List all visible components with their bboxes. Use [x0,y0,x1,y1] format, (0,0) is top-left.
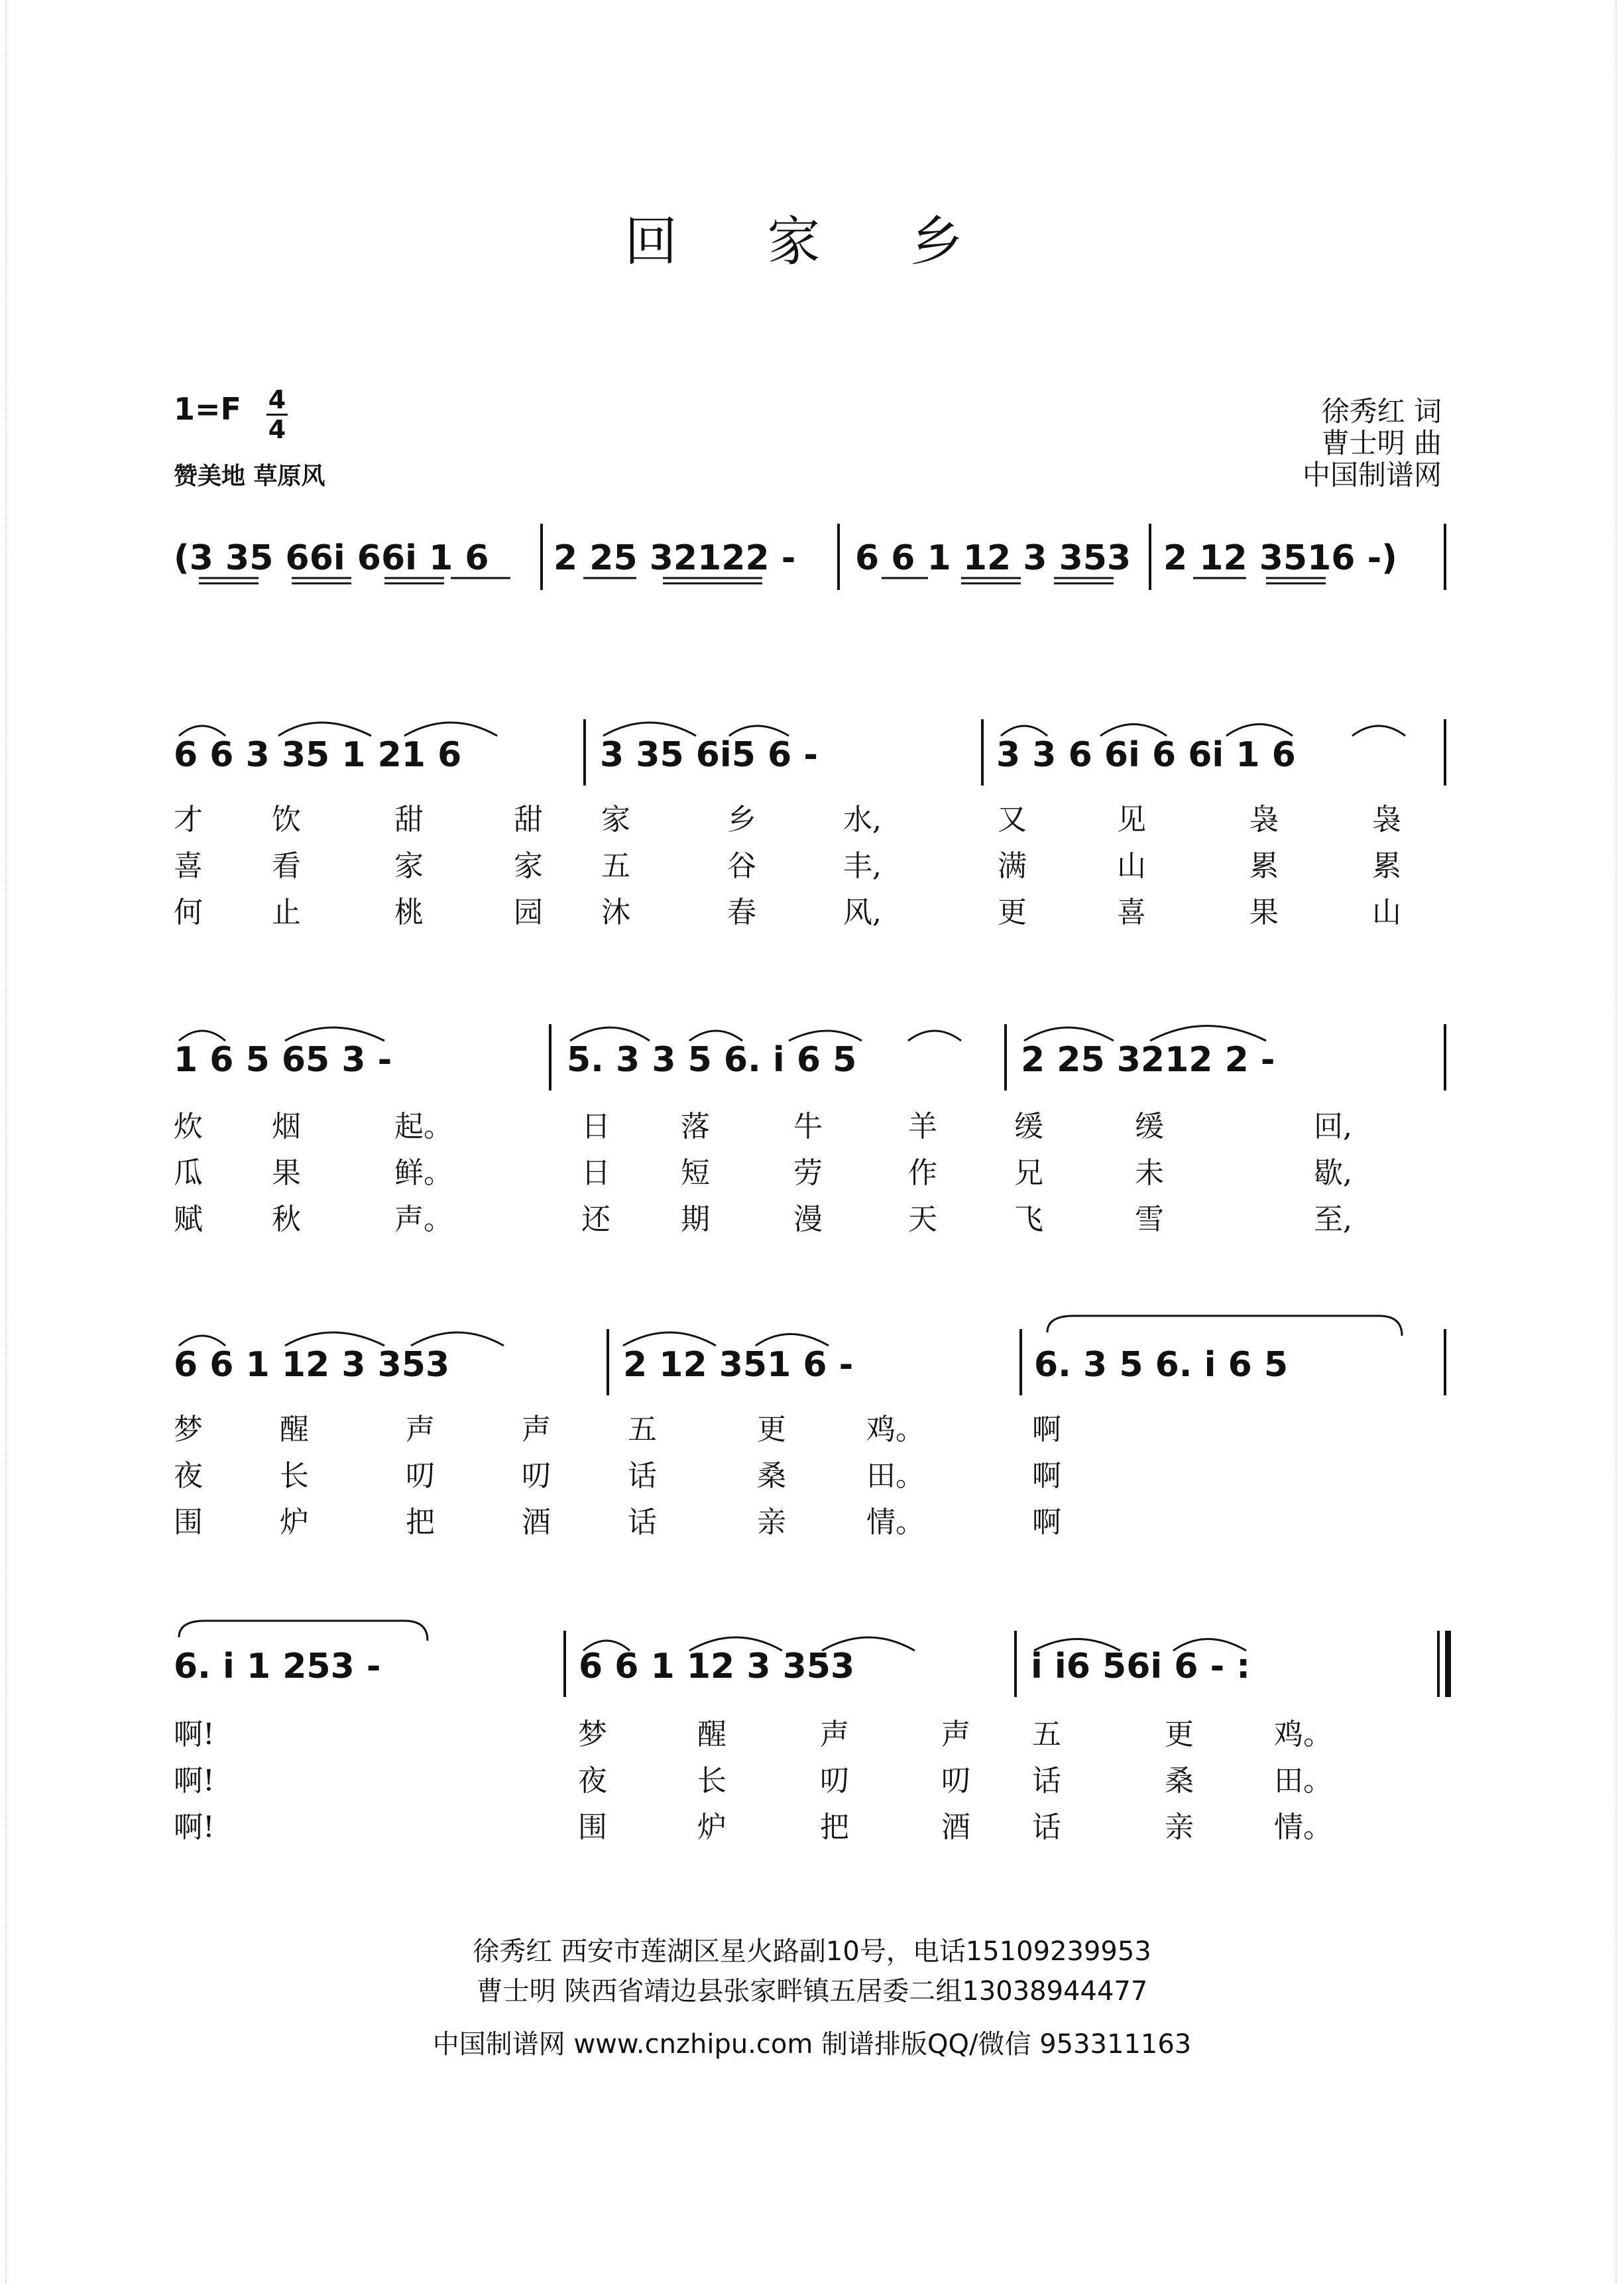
song-title: 回 家 乡 [624,211,1000,272]
intro-measure-4: 2 12 3516 -) [1163,538,1397,578]
lyric-char: 看 [272,849,301,883]
lyric-char: 雪 [1135,1202,1164,1236]
key-signature: 1=F [174,391,241,427]
lyric-char: 秋 [272,1202,301,1236]
lyric-char: 至, [1314,1202,1352,1236]
lyric-char: 叨 [941,1764,970,1798]
lyric-char: 家 [514,849,543,883]
lyric-char: 话 [1032,1810,1061,1844]
lyric-char: 满 [998,849,1027,883]
lyric-char: 声。 [394,1202,453,1236]
s1-measure-3: 3 3 6 6i 6 6i 1 6 [996,735,1296,775]
lyric-char: 作 [908,1156,937,1190]
lyric-char: 回, [1314,1110,1352,1143]
lyric-char: 鸡。 [1274,1718,1332,1751]
lyric-char: 亲 [1165,1810,1194,1844]
lyric-char: 夜 [578,1764,607,1798]
footer-publisher: 中国制谱网 www.cnzhipu.com 制谱排版QQ/微信 953311163 [432,2029,1192,2060]
lyric-char: 更 [998,896,1027,929]
s4-measure-2: 6 6 1 12 3 353 [579,1647,855,1686]
lyric-char: 把 [406,1505,435,1539]
lyric-char: 声 [406,1413,435,1446]
lyric-char: 啊 [1032,1459,1061,1493]
lyric-char: 叨 [522,1459,551,1493]
lyric-char: 五 [1032,1718,1061,1751]
lyric-char: 更 [1165,1718,1194,1751]
lyric-char: 亲 [757,1505,786,1539]
lyric-char: 啊 [1032,1413,1061,1446]
lyric-char: 赋 [174,1202,203,1236]
lyric-char: 炊 [174,1110,203,1143]
lyric-char: 叨 [406,1459,435,1493]
lyric-char: 才 [174,803,203,837]
lyric-char: 梦 [578,1718,607,1751]
lyric-char: 山 [1117,849,1146,883]
lyricist-credit: 徐秀红 词 [1321,395,1442,428]
lyric-char: 叨 [820,1764,849,1798]
intro-measure-2: 2 25 32122 - [553,538,796,578]
lyric-char: 起。 [394,1110,453,1143]
s4-measure-1: 6. i 1 253 - [174,1647,381,1686]
lyric-char: 缓 [1135,1110,1164,1143]
lyric-char: 话 [628,1505,657,1539]
lyric-char: 饮 [272,803,301,837]
lyric-char: 短 [681,1156,710,1190]
lyric-char: 家 [601,803,630,837]
intro-measure-1: (3 35 66i 66i 1 6 [174,538,489,578]
lyric-char: 兄 [1014,1156,1043,1190]
s4-measure-3: i i6 56i 6 - : [1031,1647,1251,1686]
lyric-char: 水, [843,803,882,837]
lyric-char: 沐 [601,896,630,929]
lyric-char: 桑 [757,1459,786,1493]
composer-credit: 曹士明 曲 [1321,427,1442,459]
lyric-char: 田。 [1274,1764,1332,1798]
lyric-char: 声 [941,1718,970,1751]
style-marking: 赞美地 草原风 [174,463,325,490]
lyric-char: 未 [1135,1156,1164,1190]
lyric-char: 田。 [866,1459,925,1493]
s3-measure-1: 6 6 1 12 3 353 [174,1345,450,1385]
lyric-char: 牛 [793,1110,823,1143]
lyric-char: 喜 [174,849,203,883]
lyric-char: 桃 [394,896,424,929]
lyric-char: 期 [681,1202,710,1236]
lyric-char: 风, [843,896,882,929]
lyric-char: 情。 [1274,1810,1332,1844]
lyric-char: 还 [581,1202,610,1236]
lyric-char: 日 [581,1156,610,1190]
lyric-char: 甜 [514,803,543,837]
lyric-char: 落 [681,1110,710,1143]
s3-measure-3: 6. 3 5 6. i 6 5 [1034,1345,1289,1385]
lyric-char: 谷 [727,849,756,883]
lyric-char: 鸡。 [866,1413,925,1446]
lyric-char: 袅 [1372,803,1401,837]
lyric-char: 啊! [174,1718,215,1751]
lyric-char: 何 [174,896,203,929]
lyric-char: 啊! [174,1810,215,1844]
lyric-char: 缓 [1014,1110,1043,1143]
s2-measure-1: 1 6 5 65 3 - [174,1040,392,1080]
lyric-char: 炉 [697,1810,726,1844]
intro-measure-3: 6 6 1 12 3 353 [855,538,1131,578]
lyric-char: 啊! [174,1764,215,1798]
lyric-char: 长 [697,1764,726,1798]
lyric-char: 酒 [941,1810,970,1844]
lyric-char: 梦 [174,1413,203,1446]
lyric-char: 家 [394,849,424,883]
lyric-char: 情。 [866,1505,925,1539]
time-signature-bottom: 4 [268,415,286,444]
lyric-char: 醒 [280,1413,309,1446]
lyric-char: 五 [628,1413,657,1446]
lyric-char: 又 [998,803,1027,837]
footer-composer-contact: 曹士明 陕西省靖边县张家畔镇五居委二组13038944477 [476,1976,1148,2007]
publisher-credit: 中国制谱网 [1302,459,1442,491]
lyric-char: 果 [1249,896,1279,929]
lyric-char: 鲜。 [394,1156,453,1190]
lyric-char: 更 [757,1413,786,1446]
lyric-char: 累 [1372,849,1401,883]
lyric-char: 声 [522,1413,551,1446]
lyric-char: 天 [908,1202,937,1236]
footer-lyricist-contact: 徐秀红 西安市莲湖区星火路副10号，电话15109239953 [473,1936,1151,1967]
lyric-char: 围 [174,1505,203,1539]
lyric-char: 累 [1249,849,1279,883]
lyric-char: 把 [820,1810,849,1844]
lyric-char: 歇, [1314,1156,1352,1190]
lyric-char: 见 [1117,803,1146,837]
lyric-char: 话 [628,1459,657,1493]
lyric-char: 酒 [522,1505,551,1539]
lyric-char: 醒 [697,1718,726,1751]
lyric-char: 甜 [394,803,424,837]
lyric-char: 喜 [1117,896,1146,929]
lyric-char: 劳 [793,1156,823,1190]
lyric-char: 日 [581,1110,610,1143]
lyric-char: 飞 [1014,1202,1043,1236]
s3-measure-2: 2 12 351 6 - [623,1345,854,1385]
lyric-char: 春 [727,896,756,929]
lyric-char: 声 [820,1718,849,1751]
lyric-char: 瓜 [174,1156,203,1190]
time-signature-top: 4 [268,385,286,414]
lyric-char: 袅 [1249,803,1279,837]
lyric-char: 夜 [174,1459,203,1493]
s1-measure-1: 6 6 3 35 1 21 6 [174,735,462,775]
s1-measure-2: 3 35 6i5 6 - [600,735,818,775]
s2-measure-2: 5. 3 3 5 6. i 6 5 [567,1040,857,1080]
lyric-char: 桑 [1165,1764,1194,1798]
lyric-char: 啊 [1032,1505,1061,1539]
lyric-char: 炉 [280,1505,309,1539]
lyric-char: 话 [1032,1764,1061,1798]
lyric-char: 丰, [843,849,882,883]
lyric-char: 果 [272,1156,301,1190]
lyric-char: 五 [601,849,630,883]
lyric-char: 长 [280,1459,309,1493]
lyric-char: 漫 [793,1202,823,1236]
lyric-char: 烟 [272,1110,301,1143]
lyric-char: 羊 [908,1110,937,1143]
lyric-char: 山 [1372,896,1401,929]
lyric-char: 围 [578,1810,607,1844]
s2-measure-3: 2 25 3212 2 - [1021,1040,1275,1080]
lyric-char: 乡 [727,803,756,837]
lyric-char: 园 [514,896,543,929]
lyric-char: 止 [272,896,301,929]
